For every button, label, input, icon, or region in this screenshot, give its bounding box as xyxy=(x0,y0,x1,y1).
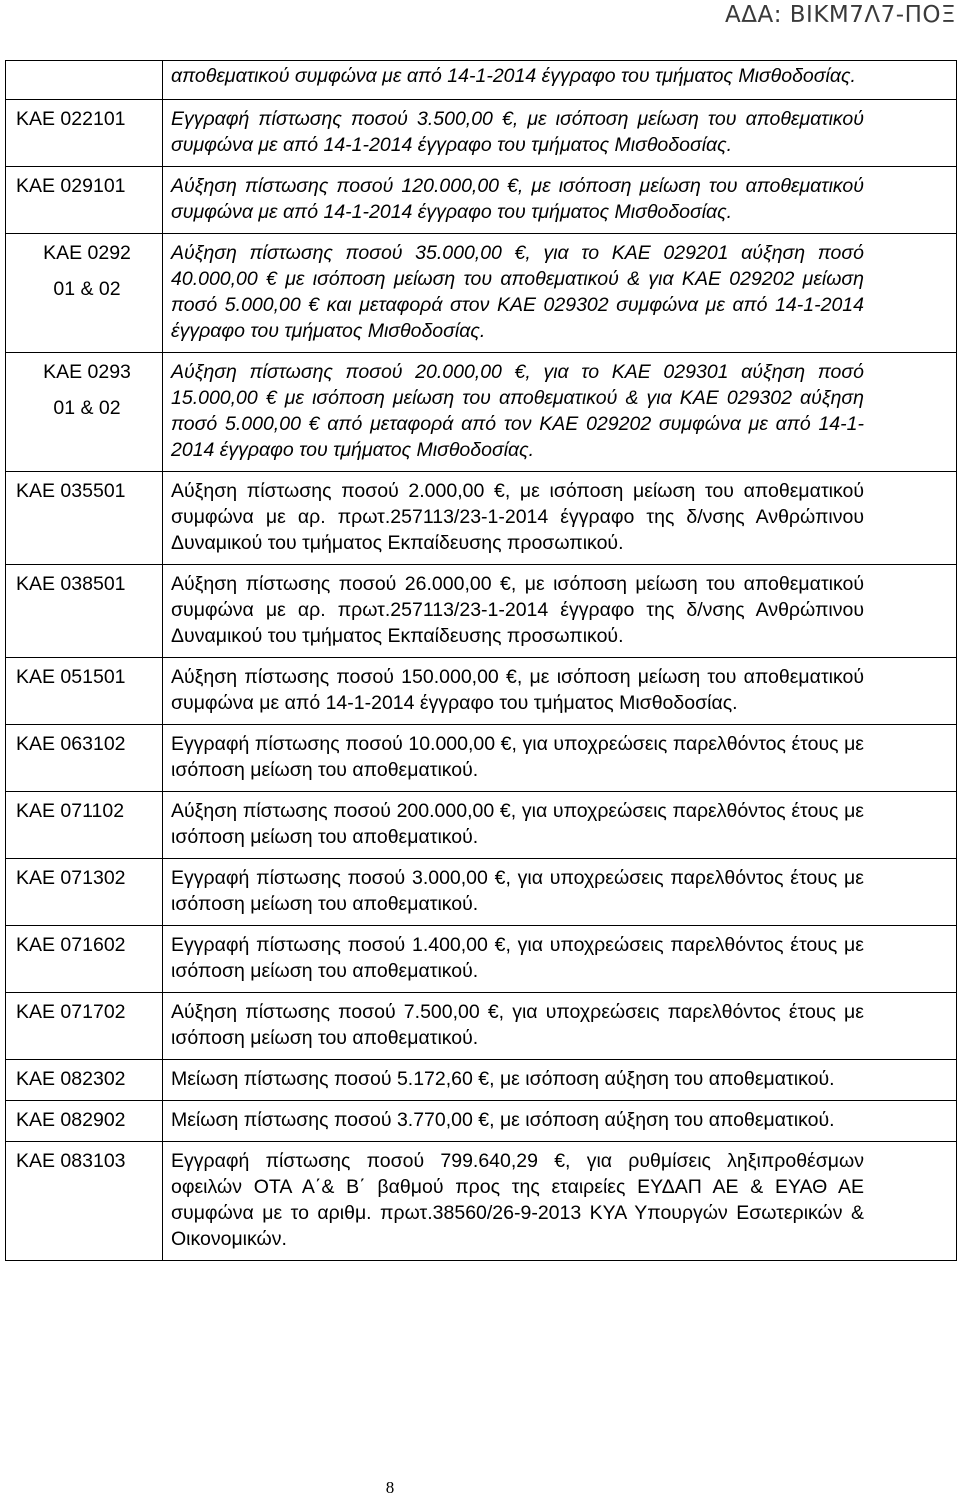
kae-description: Εγγραφή πίστωσης ποσού 10.000,00 €, για υποχρεώσεις παρελθόντος έτους με ισόποση μείωση του αποθεματικού. xyxy=(163,725,957,792)
table-row xyxy=(6,792,957,859)
kae-code: ΚΑΕ 063102 xyxy=(6,725,163,792)
table-row xyxy=(6,234,957,353)
kae-description: αποθεματικού συμφώνα με από 14-1-2014 έγγραφο του τμήματος Μισθοδοσίας. xyxy=(163,61,957,100)
kae-description: Εγγραφή πίστωσης ποσού 3.000,00 €, για υποχρεώσεις παρελθόντος έτους με ισόποση μείωση του αποθεματικού. xyxy=(163,859,957,926)
table-row xyxy=(6,100,957,167)
kae-table xyxy=(5,60,957,1261)
kae-description: Μείωση πίστωσης ποσού 3.770,00 €, με ισόποση αύξηση του αποθεματικού. xyxy=(163,1101,957,1142)
kae-description: Αύξηση πίστωσης ποσού 120.000,00 €, με ισόποση μείωση του αποθεματικού συμφώνα με από 14-1-2014 έγγραφο του τμήματος Μισθοδοσίας. xyxy=(163,167,957,234)
table-row xyxy=(6,565,957,658)
table-row xyxy=(6,61,957,100)
kae-description: Εγγραφή πίστωσης ποσού 1.400,00 €, για υποχρεώσεις παρελθόντος έτους με ισόποση μείωση του αποθεματικού. xyxy=(163,926,957,993)
kae-code-subcodes: 01 & 02 xyxy=(53,397,121,419)
table-row xyxy=(6,725,957,792)
kae-code-cell xyxy=(6,353,163,472)
table-row xyxy=(6,926,957,993)
kae-code: ΚΑΕ 071602 xyxy=(6,926,163,993)
kae-code: ΚΑΕ 0293 xyxy=(43,361,131,383)
table-row xyxy=(6,859,957,926)
kae-code: ΚΑΕ 038501 xyxy=(6,565,163,658)
kae-code: ΚΑΕ 071702 xyxy=(6,993,163,1060)
kae-code: ΚΑΕ 029101 xyxy=(6,167,163,234)
kae-code: ΚΑΕ 082302 xyxy=(6,1060,163,1101)
table-row xyxy=(6,1060,957,1101)
kae-description: Αύξηση πίστωσης ποσού 150.000,00 €, με ισόποση μείωση του αποθεματικού συμφώνα με από 14-1-2014 έγγραφο του τμήματος Μισθοδοσίας. xyxy=(163,658,957,725)
kae-code: ΚΑΕ 071102 xyxy=(6,792,163,859)
kae-code: ΚΑΕ 051501 xyxy=(6,658,163,725)
kae-code xyxy=(6,61,163,100)
kae-description: Αύξηση πίστωσης ποσού 200.000,00 €, για υποχρεώσεις παρελθόντος έτους με ισόποση μείωση του αποθεματικού. xyxy=(163,792,957,859)
table-row xyxy=(6,658,957,725)
kae-code: ΚΑΕ 035501 xyxy=(6,472,163,565)
table-row xyxy=(6,1101,957,1142)
kae-description: Αύξηση πίστωσης ποσού 26.000,00 €, με ισόποση μείωση του αποθεματικού συμφώνα με αρ. πρωτ.257113/23-1-2014 έγγραφο της δ/νσης Ανθρώπινου Δυναμικού του τμήματος Εκπαίδευσης προσωπικού. xyxy=(163,565,957,658)
kae-code: ΚΑΕ 082902 xyxy=(6,1101,163,1142)
kae-code-subcodes: 01 & 02 xyxy=(53,278,121,300)
kae-description: Μείωση πίστωσης ποσού 5.172,60 €, με ισόποση αύξηση του αποθεματικού. xyxy=(163,1060,957,1101)
kae-description: Αύξηση πίστωσης ποσού 7.500,00 €, για υποχρεώσεις παρελθόντος έτους με ισόποση μείωση του αποθεματικού. xyxy=(163,993,957,1060)
table-row xyxy=(6,167,957,234)
kae-description: Αύξηση πίστωσης ποσού 35.000,00 €, για το ΚΑΕ 029201 αύξηση ποσό 40.000,00 € με ισόποση μείωση του αποθεματικού & για ΚΑΕ 029202 μείωση ποσό 5.000,00 € και μεταφορά στον ΚΑΕ 029302 συμφώνα με από 14-1-2014 έγγραφο του τμήματος Μισθοδοσίας. xyxy=(163,234,957,353)
table-row xyxy=(6,993,957,1060)
kae-code-cell xyxy=(6,234,163,353)
kae-code: ΚΑΕ 0292 xyxy=(43,242,131,264)
table-row xyxy=(6,1142,957,1261)
kae-description: Αύξηση πίστωσης ποσού 2.000,00 €, με ισόποση μείωση του αποθεματικού συμφώνα με αρ. πρωτ.257113/23-1-2014 έγγραφο της δ/νσης Ανθρώπινου Δυναμικού του τμήματος Εκπαίδευσης προσωπικού. xyxy=(163,472,957,565)
kae-code: ΚΑΕ 022101 xyxy=(6,100,163,167)
table-row xyxy=(6,353,957,472)
kae-description: Εγγραφή πίστωσης ποσού 799.640,29 €, για ρυθμίσεις ληξιπροθέσμων οφειλών ΟΤΑ Α΄& Β΄ βαθμού προς της εταιρείες ΕΥΔΑΠ ΑΕ & ΕΥΑΘ ΑΕ συμφώνα με το αριθμ. πρωτ.38560/26-9-2013 ΚΥΑ Υπουργών Εσωτερικών & Οικονομικών. xyxy=(163,1142,957,1261)
kae-description: Αύξηση πίστωσης ποσού 20.000,00 €, για το ΚΑΕ 029301 αύξηση ποσό 15.000,00 € με ισόποση μείωση του αποθεματικού & για ΚΑΕ 029302 αύξηση ποσό 5.000,00 € από μεταφορά από τον ΚΑΕ 029202 συμφώνα με από 14-1-2014 έγγραφο του τμήματος Μισθοδοσίας. xyxy=(163,353,957,472)
kae-code: ΚΑΕ 083103 xyxy=(6,1142,163,1261)
kae-description: Εγγραφή πίστωσης ποσού 3.500,00 €, με ισόποση μείωση του αποθεματικού συμφώνα με από 14-1-2014 έγγραφο του τμήματος Μισθοδοσίας. xyxy=(163,100,957,167)
page-number: 8 xyxy=(385,1478,395,1497)
kae-code: ΚΑΕ 071302 xyxy=(6,859,163,926)
ada-header: ΑΔΑ: ΒΙΚΜ7Λ7-ΠΟΞ xyxy=(725,2,956,28)
table-row xyxy=(6,472,957,565)
